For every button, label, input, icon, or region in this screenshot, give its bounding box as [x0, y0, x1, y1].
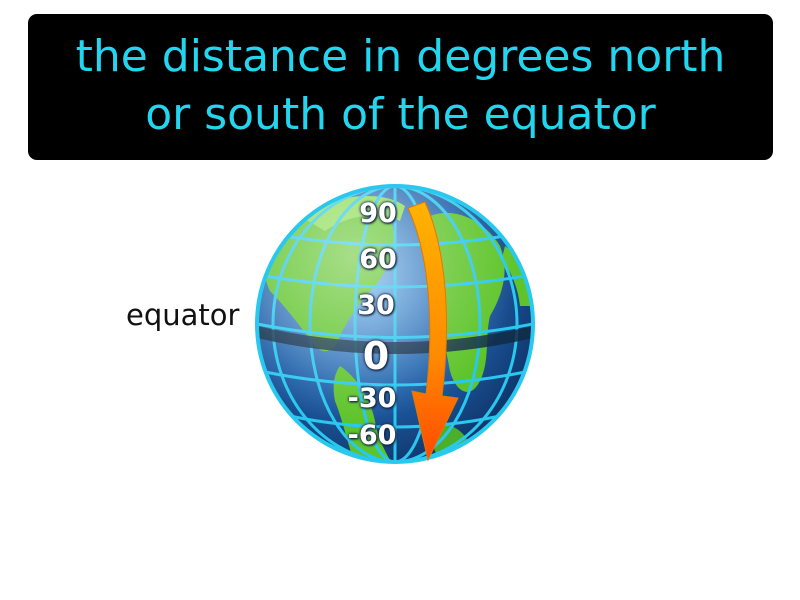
definition-line-1: the distance in degrees north	[75, 31, 726, 82]
definition-text	[28, 28, 773, 144]
latitude-tick-90: 90	[359, 198, 397, 229]
latitude-tick-0: 0	[362, 334, 390, 378]
definition-banner	[28, 14, 773, 160]
definition-line-2: or south of the equator	[145, 89, 656, 140]
latitude-tick-30: 30	[357, 290, 395, 321]
latitude-tick-minus-30: -30	[347, 383, 397, 414]
latitude-tick-minus-60: -60	[347, 420, 397, 451]
latitude-tick-60: 60	[359, 244, 397, 275]
equator-label: equator	[126, 298, 240, 332]
